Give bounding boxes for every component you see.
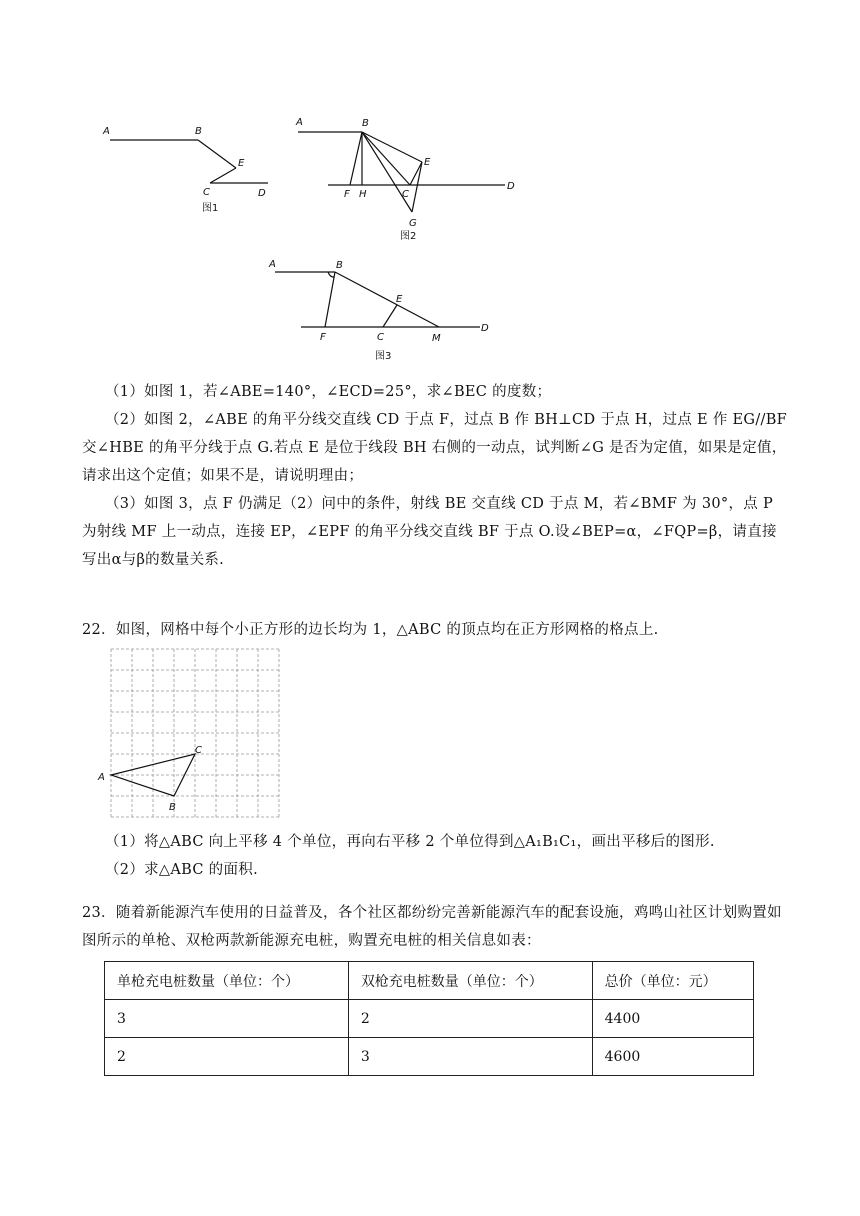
fig2-label-d: D	[507, 181, 515, 192]
fig2-label-h: H	[359, 189, 367, 200]
fig1-label-e: E	[238, 158, 245, 169]
table-header-cell: 双枪充电桩数量（单位：个）	[348, 962, 592, 1000]
q22-stem: 22．如图，网格中每个小正方形的边长均为 1，△ABC 的顶点均在正方形网格的格点上.	[82, 622, 659, 638]
fig1-label-c: C	[203, 187, 210, 198]
table-header-cell: 单枪充电桩数量（单位：个）	[105, 962, 349, 1000]
fig1-label-b: B	[195, 126, 202, 137]
table-header-cell: 总价（单位：元）	[592, 962, 753, 1000]
q22-stem-block	[82, 616, 787, 644]
fig3-label-c: C	[377, 332, 384, 343]
q21-part2: （2）如图 2，∠ABE 的角平分线交直线 CD 于点 F，过点 B 作 BH⊥CD 于点 H，过点 E 作 EG//BF 交∠HBE 的角平分线于点 G.若点 E 是位于线段 BH 右侧的一动点，试判断∠G 是否为定值，如果是定值，请求出这个定值；如果不是，请说明理由；	[82, 412, 788, 484]
fig1-label-d: D	[258, 188, 266, 199]
table-cell: 4400	[592, 1000, 753, 1038]
fig2-label-b: B	[362, 118, 369, 129]
figure-3	[265, 252, 505, 371]
q21-part3: （3）如图 3，点 F 仍满足（2）问中的条件，射线 BE 交直线 CD 于点 M，若∠BMF 为 30°，点 P 为射线 MF 上一动点，连接 EP，∠EPF 的角平分线交直线 BF 于点 O.设∠BEP=α，∠FQP=β，请直接写出α与β的数量关系.	[82, 496, 777, 568]
q21-text	[82, 378, 787, 574]
grid-label-c: C	[195, 745, 202, 756]
fig3-label-a: A	[269, 259, 276, 270]
q22-part2: （2）求△ABC 的面积.	[105, 862, 258, 878]
fig2-label-f: F	[344, 189, 350, 200]
fig3-caption: 图3	[375, 351, 392, 362]
fig1-caption: 图1	[202, 203, 219, 214]
fig3-label-b: B	[336, 260, 343, 271]
q23-stem-block	[82, 899, 787, 955]
fig1-label-a: A	[103, 126, 110, 137]
table-header-row	[105, 962, 754, 1000]
q22-grid-figure	[94, 645, 284, 829]
table-row	[105, 1038, 754, 1076]
table-cell: 2	[105, 1038, 349, 1076]
q23-stem: 23．随着新能源汽车使用的日益普及，各个社区都纷纷完善新能源汽车的配套设施，鸡鸣山社区计划购置如图所示的单枪、双枪两款新能源充电桩，购置充电桩的相关信息如表：	[82, 905, 782, 949]
fig3-label-d: D	[481, 323, 489, 334]
figure-2	[290, 110, 530, 249]
table-cell: 2	[348, 1000, 592, 1038]
fig2-caption: 图2	[400, 231, 417, 242]
fig3-label-f: F	[320, 332, 326, 343]
q22-part1: （1）将△ABC 向上平移 4 个单位，再向右平移 2 个单位得到△A₁B₁C₁，画出平移后的图形.	[105, 834, 715, 850]
fig3-label-m: M	[432, 333, 441, 344]
figure-1	[98, 118, 278, 222]
grid-label-b: B	[169, 802, 176, 813]
grid-label-a: A	[98, 772, 105, 783]
fig2-label-g: G	[409, 218, 417, 229]
fig3-label-e: E	[396, 294, 403, 305]
fig2-label-a: A	[296, 117, 303, 128]
q22-parts	[82, 828, 787, 884]
price-table	[104, 961, 754, 1076]
fig2-label-e: E	[424, 157, 431, 168]
table-cell: 3	[105, 1000, 349, 1038]
table-row	[105, 1000, 754, 1038]
q21-part1: （1）如图 1，若∠ABE=140°，∠ECD=25°，求∠BEC 的度数；	[105, 384, 552, 400]
fig2-label-c: C	[402, 189, 409, 200]
table-cell: 3	[348, 1038, 592, 1076]
table-cell: 4600	[592, 1038, 753, 1076]
